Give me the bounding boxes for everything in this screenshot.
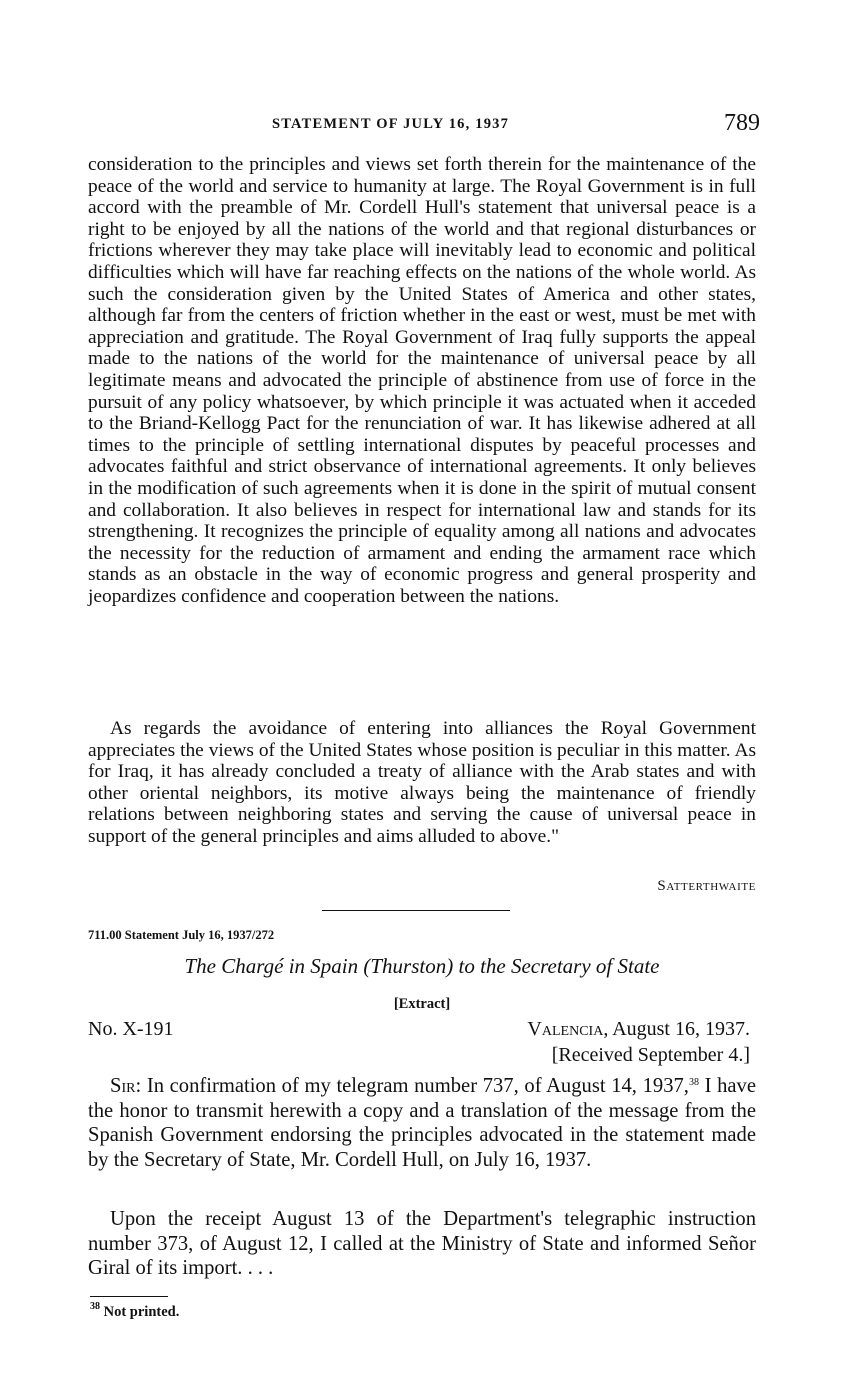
- page-number: 789: [724, 110, 760, 136]
- section-divider: [322, 910, 510, 911]
- footnote-reference: 38: [688, 1077, 699, 1088]
- letter-text-before-note: : In confirmation of my telegram number 737, of August 14, 1937,: [135, 1075, 689, 1097]
- footnote: [90, 1301, 180, 1321]
- letter-paragraph-2: [88, 1207, 756, 1281]
- letter-paragraph-1-text: [88, 1074, 756, 1172]
- received-date: [Received September 4.]: [551, 1044, 750, 1066]
- running-title: STATEMENT OF JULY 16, 1937: [272, 116, 510, 132]
- place-date: [527, 1018, 750, 1041]
- signature: Satterthwaite: [657, 878, 756, 894]
- document-heading: The Chargé in Spain (Thurston) to the Secretary of State: [184, 954, 660, 978]
- alliances-paragraph: [88, 718, 756, 848]
- salutation: Sir: [110, 1075, 136, 1097]
- extract-label: [Extract]: [393, 996, 451, 1012]
- footnote-text: Not printed.: [103, 1304, 180, 1320]
- document-number: No. X-191: [88, 1018, 174, 1040]
- footnote-rule: [90, 1296, 168, 1297]
- letter-paragraph-1: [88, 1074, 756, 1172]
- letter-paragraph-2-text: Upon the receipt August 13 of the Department's telegraphic instruction number 373, of August 12, I called at the Ministry of State and informed Señor Giral of its import. . . .: [88, 1208, 756, 1280]
- continued-paragraph: [88, 154, 756, 607]
- running-head: [88, 110, 760, 142]
- place-name: Valencia: [527, 1018, 604, 1040]
- alliances-paragraph-text: As regards the avoidance of entering into alliances the Royal Government appreciates the views of the United States whose position is peculiar in this matter. As for Iraq, it has already concluded a treaty of alliance with the Arab states and with other oriental neighbors, its motive always being the maintenance of friendly relations between neighboring states and serving the cause of universal peace in support of the general principles and aims alluded to above.": [88, 718, 756, 847]
- file-reference: 711.00 Statement July 16, 1937/272: [88, 928, 275, 942]
- footnote-marker: 38: [90, 1301, 100, 1312]
- letter-text-after-note: I have the honor to transmit herewith a copy and a translation of the message from the Spanish Government endorsing the principles advocated in the statement made by the Secretary of State, Mr. Cordell Hull, on July 16, 1937.: [88, 1075, 756, 1171]
- continued-paragraph-text: consideration to the principles and views set forth therein for the maintenance of the peace of the world and service to humanity at large. The Royal Government is in full accord with the preamble of Mr. Cordell Hull's statement that universal peace is a right to be enjoyed by all the nations of the world and that regional disturbances or frictions wherever they may take place will inevitably lead to economic and political difficulties which will have far reaching effects on the nations of the whole world. As such the consideration given by the United States of America and other states, although far from the centers of friction whether in the east or west, must be met with appreciation and gratitude. The Royal Government of Iraq fully supports the appeal made to the nations of the world for the maintenance of universal peace by all legitimate means and advocated the principle of abstinence from use of force in the pursuit of any policy whatsoever, by which principle it was actuated when it acceded to the Briand-Kellogg Pact for the renunciation of war. It has likewise adhered at all times to the principle of settling international disputes by peaceful processes and advocates faithful and strict observance of international agreements. It only believes in the modification of such agreements when it is done in the spirit of mutual consent and collaboration. It also believes in respect for international law and stands for its strengthening. It recognizes the principle of equality among all nations and advocates the necessity for the reduction of armament and ending the armament race which stands as an obstacle in the way of economic progress and general prosperity and jeopardizes confidence and cooperation between the nations.: [88, 154, 756, 607]
- dispatch-date: , August 16, 1937.: [603, 1018, 750, 1040]
